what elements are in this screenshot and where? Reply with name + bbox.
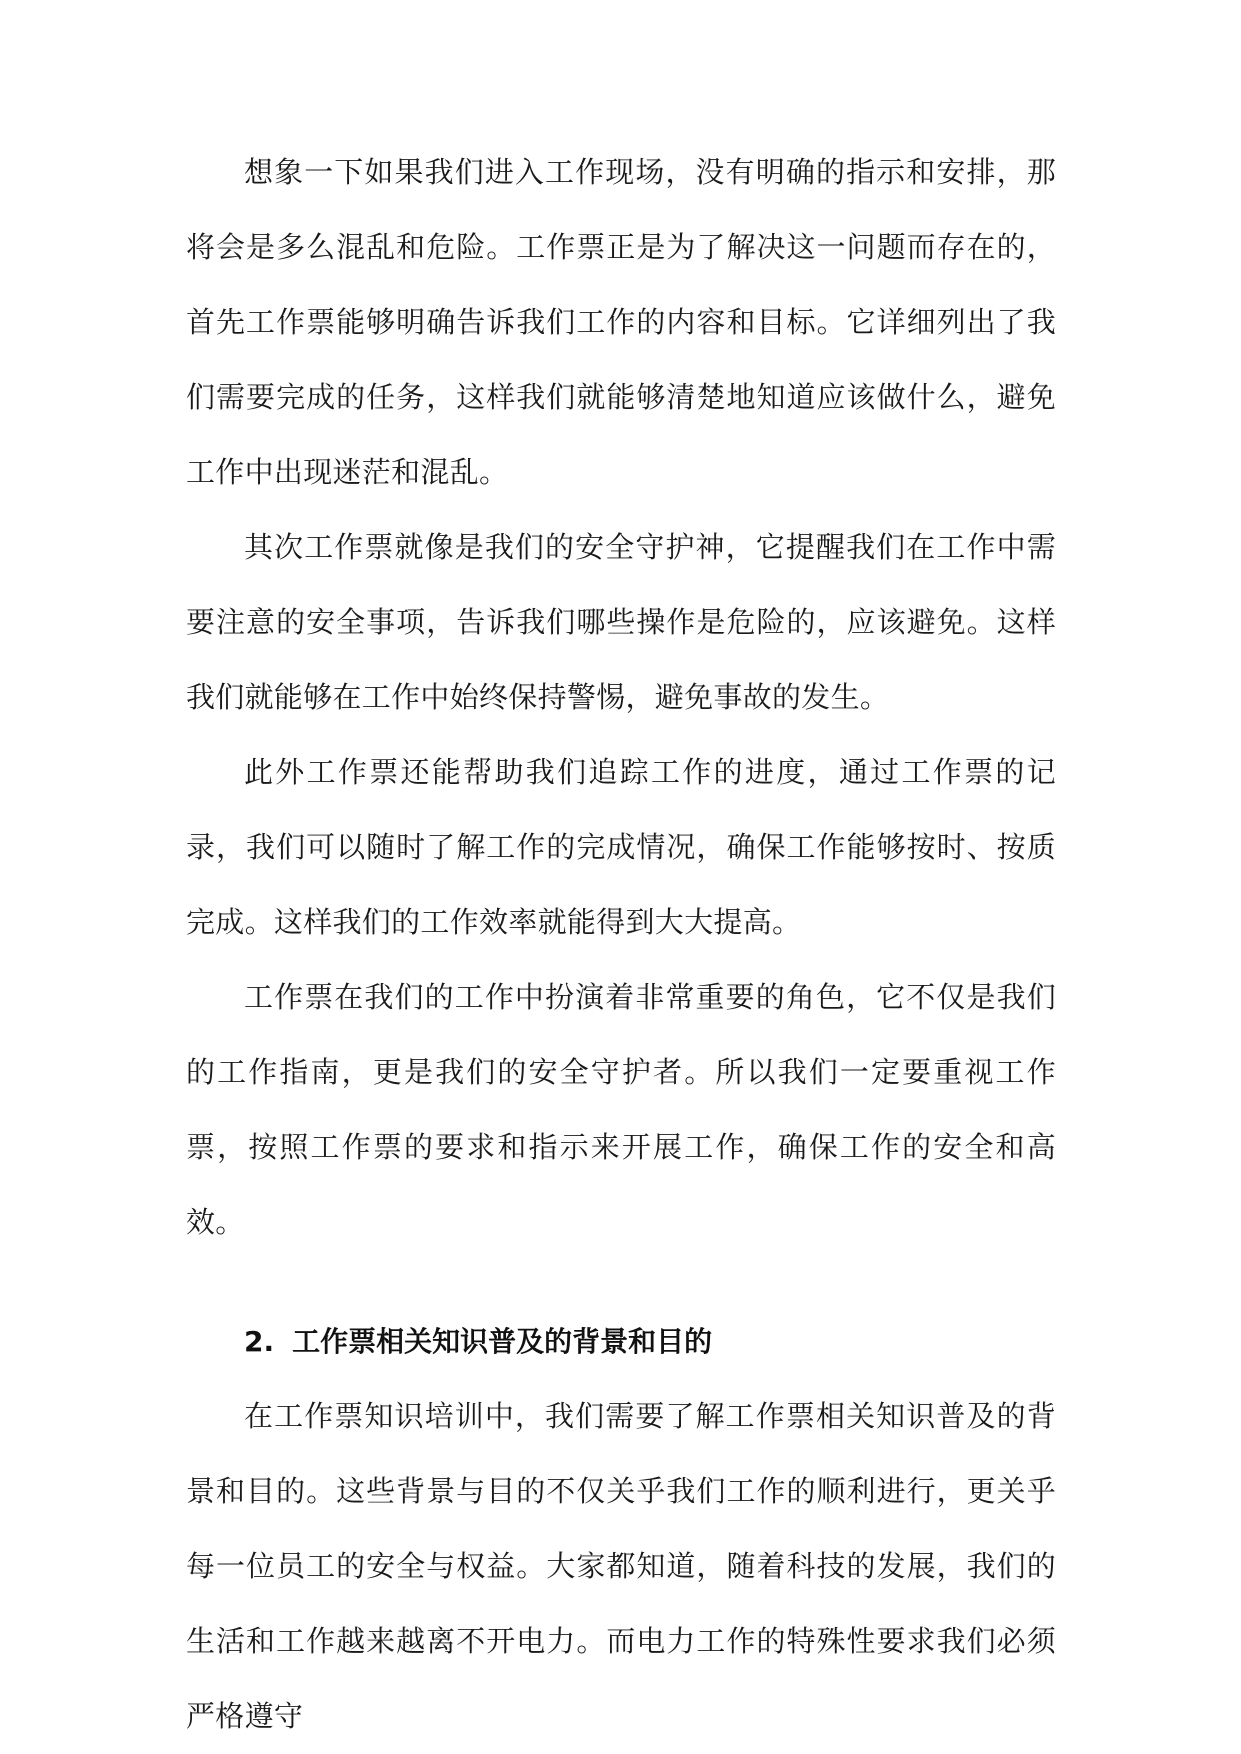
paragraph-background-purpose: 在工作票知识培训中，我们需要了解工作票相关知识普及的背景和目的。这些背景与目的不仅关乎我们工作的顺利进行，更关乎每一位员工的安全与权益。大家都知道，随着科技的发展，我们的生活和工作越来越离不开电力。而电力工作的特殊性要求我们必须严格遵守 [186,1399,1056,1733]
document-body [186,135,1056,1754]
paragraph-safety-guardian: 其次工作票就像是我们的安全守护神，它提醒我们在工作中需要注意的安全事项，告诉我们哪些操作是危险的，应该避免。这样我们就能够在工作中始终保持警惕，避免事故的发生。 [186,530,1056,714]
section-number: 2. [244,1325,275,1358]
paragraph-work-ticket-clarity: 想象一下如果我们进入工作现场，没有明确的指示和安排，那将会是多么混乱和危险。工作票正是为了解决这一问题而存在的，首先工作票能够明确告诉我们工作的内容和目标。它详细列出了我们需要完成的任务，这样我们就能够清楚地知道应该做什么，避免工作中出现迷茫和混乱。 [186,155,1056,489]
paragraph-progress-tracking: 此外工作票还能帮助我们追踪工作的进度，通过工作票的记录，我们可以随时了解工作的完成情况，确保工作能够按时、按质完成。这样我们的工作效率就能得到大大提高。 [186,755,1056,939]
paragraph-importance-summary: 工作票在我们的工作中扮演着非常重要的角色，它不仅是我们的工作指南，更是我们的安全守护者。所以我们一定要重视工作票，按照工作票的要求和指示来开展工作，确保工作的安全和高效。 [186,980,1056,1239]
section-heading [186,1304,1056,1379]
section-title: 工作票相关知识普及的背景和目的 [292,1325,713,1358]
